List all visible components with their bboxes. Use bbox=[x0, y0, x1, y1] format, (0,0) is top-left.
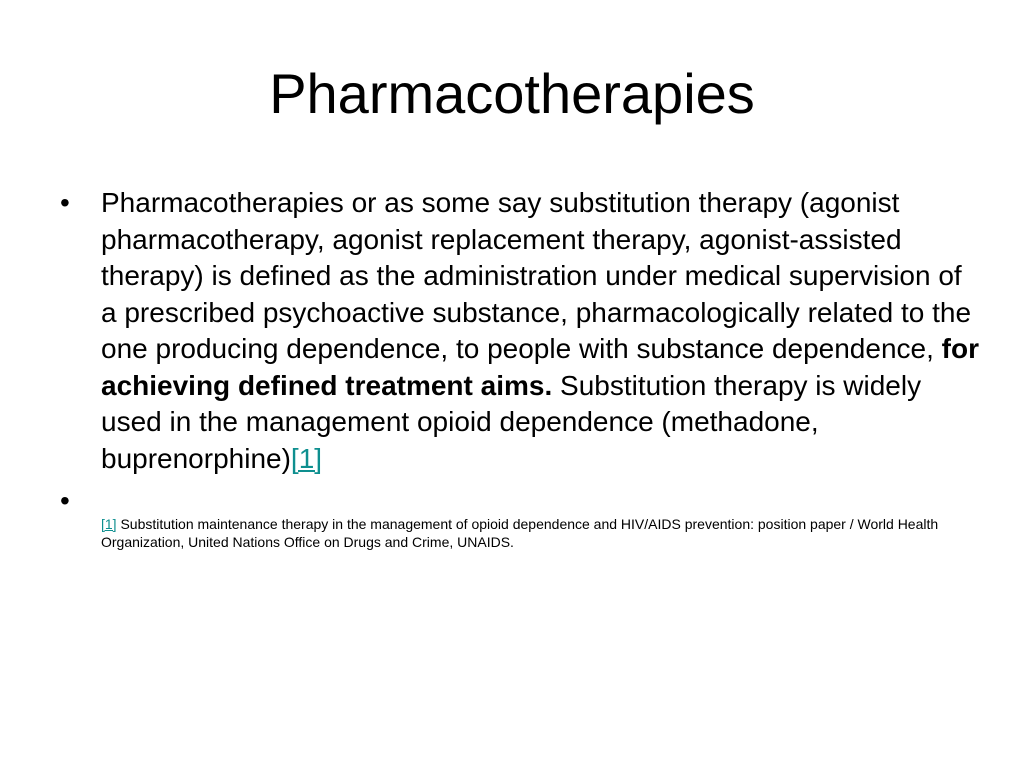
bullet-list bbox=[60, 185, 980, 551]
bullet-item-definition bbox=[60, 185, 980, 477]
bullet-text-intro: Pharmacotherapies or as some say substitution therapy (agonist pharmacotherapy, agonist replacement therapy, agonist-assisted therapy) is defined as the administration under medical supervision of a prescribed psychoactive substance, pharmacologically related to the one producing dependence, to people with substance dependence, bbox=[101, 187, 972, 364]
footnote-text: Substitution maintenance therapy in the management of opioid dependence and HIV/AIDS prevention: position paper / World Health Organization, United Nations Office on Drugs and Crime, UNAIDS. bbox=[101, 516, 939, 550]
bullet-icon: • bbox=[60, 187, 70, 218]
slide-title: Pharmacotherapies bbox=[269, 62, 755, 125]
reference-link[interactable]: [1] bbox=[290, 442, 323, 474]
bullet-text-bold: for achieving defined treatment aims. bbox=[101, 333, 979, 401]
bullet-text-outro: Substitution therapy is widely used in the management opioid dependence (methadone, buprenorphine) bbox=[101, 369, 922, 474]
footnote-reference-link[interactable]: [1] bbox=[101, 516, 117, 532]
bullet-text bbox=[101, 185, 980, 477]
bullet-icon: • bbox=[60, 485, 70, 516]
footnote bbox=[101, 515, 981, 551]
bullet-item-footnote bbox=[60, 483, 980, 551]
